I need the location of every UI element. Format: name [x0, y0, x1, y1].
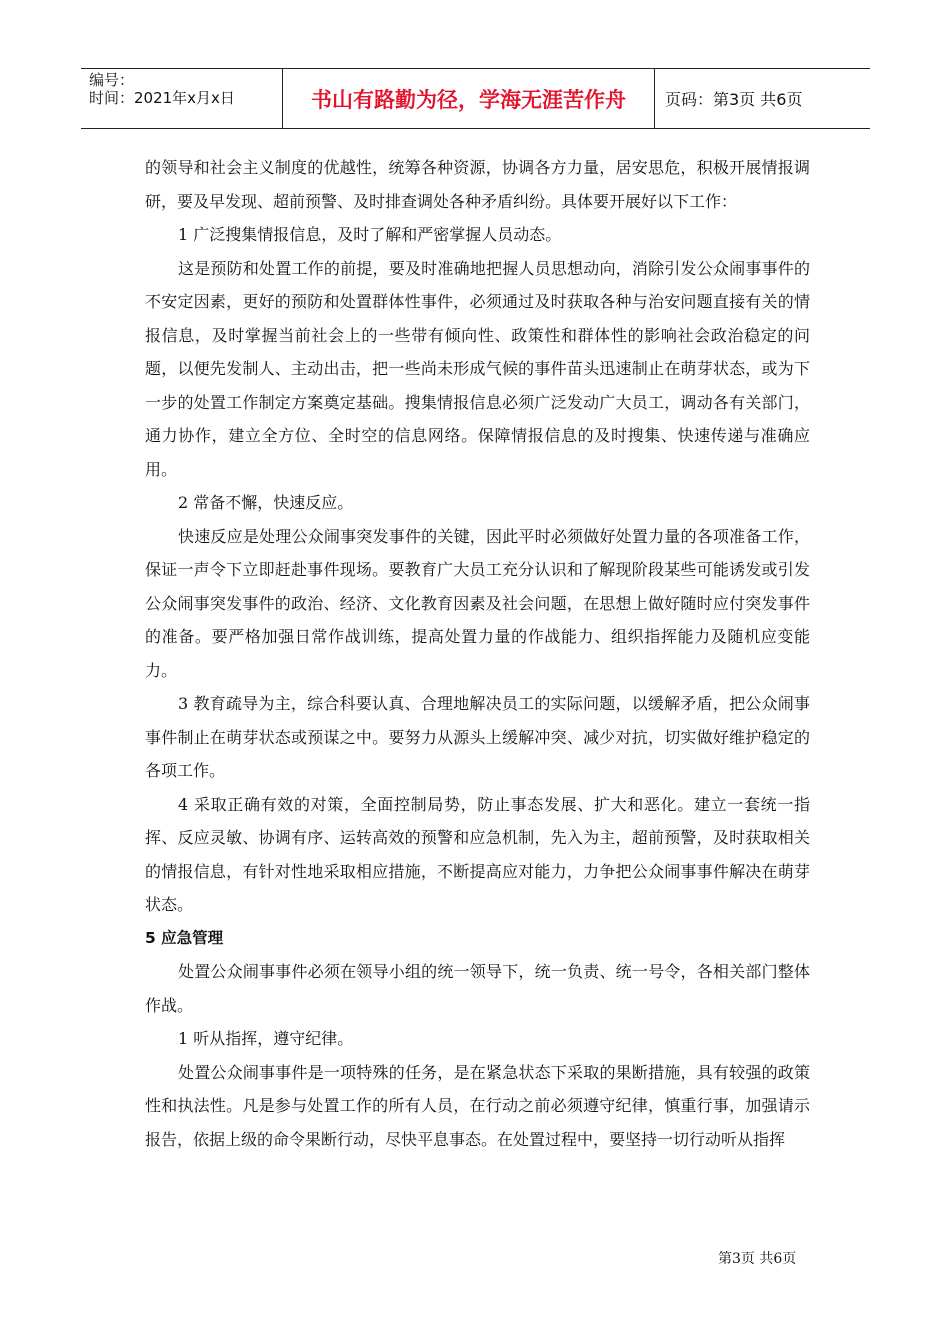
body-paragraph: 4 采取正确有效的对策，全面控制局势，防止事态发展、扩大和恶化。建立一套统一指挥、反应灵敏、协调有序、运转高效的预警和应急机制，先入为主，超前预警，及时获取相关的情报信息，有针对性地采取相应措施，不断提高应对能力，力争把公众闹事事件解决在萌芽状态。 — [145, 794, 810, 914]
body-paragraph: 处置公众闹事事件必须在领导小组的统一领导下，统一负责、统一号令，各相关部门整体作战。 — [145, 962, 810, 1015]
body-paragraph: 处置公众闹事事件是一项特殊的任务，是在紧急状态下采取的果断措施，具有较强的政策性和执法性。凡是参与处置工作的所有人员，在行动之前必须遵守纪律，慎重行事，加强请示报告，依据上级的命令果断行动，尽快平息事态。在处置过程中，要坚持一切行动听从指挥 — [145, 1062, 810, 1149]
list-item-heading: 2 常备不懈，快速反应。 — [178, 493, 354, 512]
document-date: 时间：2021年x月x日 — [89, 89, 235, 107]
section-heading: 5 应急管理 — [145, 928, 224, 947]
document-number-label: 编号： — [89, 71, 135, 89]
body-paragraph: 的领导和社会主义制度的优越性，统筹各种资源，协调各方力量，居安思危，积极开展情报调研，要及早发现、超前预警、及时排查调处各种矛盾纠纷。具体要开展好以下工作： — [145, 158, 810, 211]
body-paragraph: 这是预防和处置工作的前提，要及时准确地把握人员思想动向，消除引发公众闹事事件的不安定因素，更好的预防和处置群体性事件，必须通过及时获取各种与治安问题直接有关的情报信息，及时掌握当前社会上的一些带有倾向性、政策性和群体性的影响社会政治稳定的问题，以便先发制人、主动出击，把一些尚未形成气候的事件苗头迅速制止在萌芽状态，或为下一步的处置工作制定方案奠定基础。搜集情报信息必须广泛发动广大员工，调动各有关部门，通力协作，建立全方位、全时空的信息网络。保障情报信息的及时搜集、快速传递与准确应用。 — [145, 258, 810, 479]
document-body — [145, 151, 810, 1156]
page-footer: 第3页 共6页 — [718, 1251, 797, 1267]
body-paragraph: 快速反应是处理公众闹事突发事件的关键，因此平时必须做好处置力量的各项准备工作，保证一声令下立即赶赴事件现场。要教育广大员工充分认识和了解现阶段某些可能诱发或引发公众闹事突发事件的政治、经济、文化教育因素及社会问题，在思想上做好随时应付突发事件的准备。要严格加强日常作战训练，提高处置力量的作战能力、组织指挥能力及随机应变能力。 — [145, 526, 810, 680]
list-item-heading: 1 广泛搜集情报信息，及时了解和严密掌握人员动态。 — [178, 225, 562, 244]
body-paragraph: 3 教育疏导为主，综合科要认真、合理地解决员工的实际问题，以缓解矛盾，把公众闹事事件制止在萌芽状态或预谋之中。要努力从源头上缓解冲突、减少对抗，切实做好维护稳定的各项工作。 — [145, 694, 810, 780]
header-motto: 书山有路勤为径，学海无涯苦作舟 — [283, 69, 655, 128]
header-meta — [81, 69, 283, 128]
page-header — [81, 68, 870, 129]
list-item-heading: 1 听从指挥，遵守纪律。 — [178, 1029, 354, 1048]
header-page-info: 页码：第3页 共6页 — [665, 90, 803, 109]
